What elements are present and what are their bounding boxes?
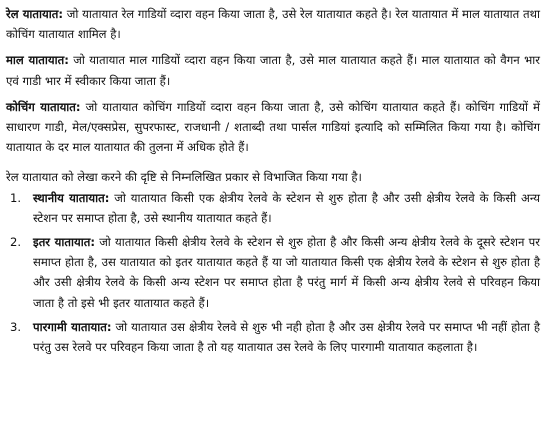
classification-intro: रेल यातायात को लेखा करने की दृष्टि से निम्नलिखित प्रकार से विभाजित किया गया है।	[6, 170, 362, 185]
definition-term: कोचिंग यातायात:	[6, 99, 81, 114]
list-item-body	[33, 232, 540, 313]
category-text: जो यातायात किसी क्षेत्रीय रेलवे के स्टेशन से शुरु होता है और किसी अन्य क्षेत्रीय रेलवे के दूसरे स्टेशन पर समाप्त होता है, उस यातायात को इतर यातायात कहते हैं या जो यातायात किसी एक क्षेत्रीय रेलवे के स्टेशन से शुरु होता है और उसी क्षेत्रीय रेलवे के किसी अन्य स्टेशन पर समाप्त होता है परंतु मार्ग में किसी अन्य क्षेत्रीय रेलवे से परिवहन किया जाता है तो इसे भी इतर यातायात कहते हैं।	[33, 235, 540, 310]
list-item-body	[33, 188, 540, 228]
list-number: 3.	[10, 319, 22, 334]
category-term: स्थानीय यातायात:	[33, 190, 110, 205]
list-number: 2.	[10, 235, 22, 250]
definition-coaching-traffic	[6, 97, 540, 158]
definition-text: जो यातायात रेल गाडियों व्दारा वहन किया जाता है, उसे रेल यातायात कहते है। रेल यातायात में माल यातायात तथा कोचिंग यातायात शामिल है।	[6, 7, 541, 42]
definition-term: माल यातायात:	[6, 53, 69, 68]
definition-text: जो यातायात माल गाडियों व्दारा वहन किया जाता है, उसे माल यातायात कहते हैं। माल यातायात को वैगन भार एवं गाडी भार में स्वीकार किया जाता हैं।	[6, 53, 540, 88]
category-text: जो यातायात किसी एक क्षेत्रीय रेलवे के स्टेशन से शुरु होता है और उसी क्षेत्रीय रेलवे के किसी अन्य स्टेशन पर समाप्त होता है, उसे स्थानीय यातायात कहते हैं।	[33, 190, 540, 225]
category-term: इतर यातायात:	[33, 235, 95, 250]
definition-goods-traffic	[6, 50, 540, 90]
list-item-foreign-traffic	[6, 232, 540, 313]
list-item-local-traffic	[6, 188, 540, 228]
definition-rail-traffic	[6, 4, 540, 44]
definition-term: रेल यातायात:	[6, 7, 64, 21]
definition-text: जो यातायात कोचिंग गाडियों व्दारा वहन किया जाता है, उसे कोचिंग यातायात कहते हैं। कोचिंग गाडियों में साधारण गाडी, मेल/एक्सप्रेस, सुपरफास्ट, राजधानी / शताब्दी तथा पार्सल गाडियां इत्यादि को सम्मिलित किया गया है। कोचिंग यातायात के दर माल यातायात की तुलना में अधिक होते हैं।	[6, 99, 540, 155]
spacer	[6, 157, 540, 167]
category-text: जो यातायात उस क्षेत्रीय रेलवे से शुरु भी नही होता है और उस क्षेत्रीय रेलवे पर समाप्त भी नहीं होता है परंतु उस रेलवे पर परिवहन किया जाता है तो यह यातायात उस रेलवे के लिए पारगामी यातायात कहलाता है।	[33, 319, 540, 355]
list-item-transit-traffic	[6, 317, 540, 357]
category-term: पारगामी यातायात:	[33, 319, 112, 334]
list-number: 1.	[10, 190, 22, 205]
list-item-body	[33, 317, 540, 357]
traffic-category-list	[6, 188, 540, 358]
